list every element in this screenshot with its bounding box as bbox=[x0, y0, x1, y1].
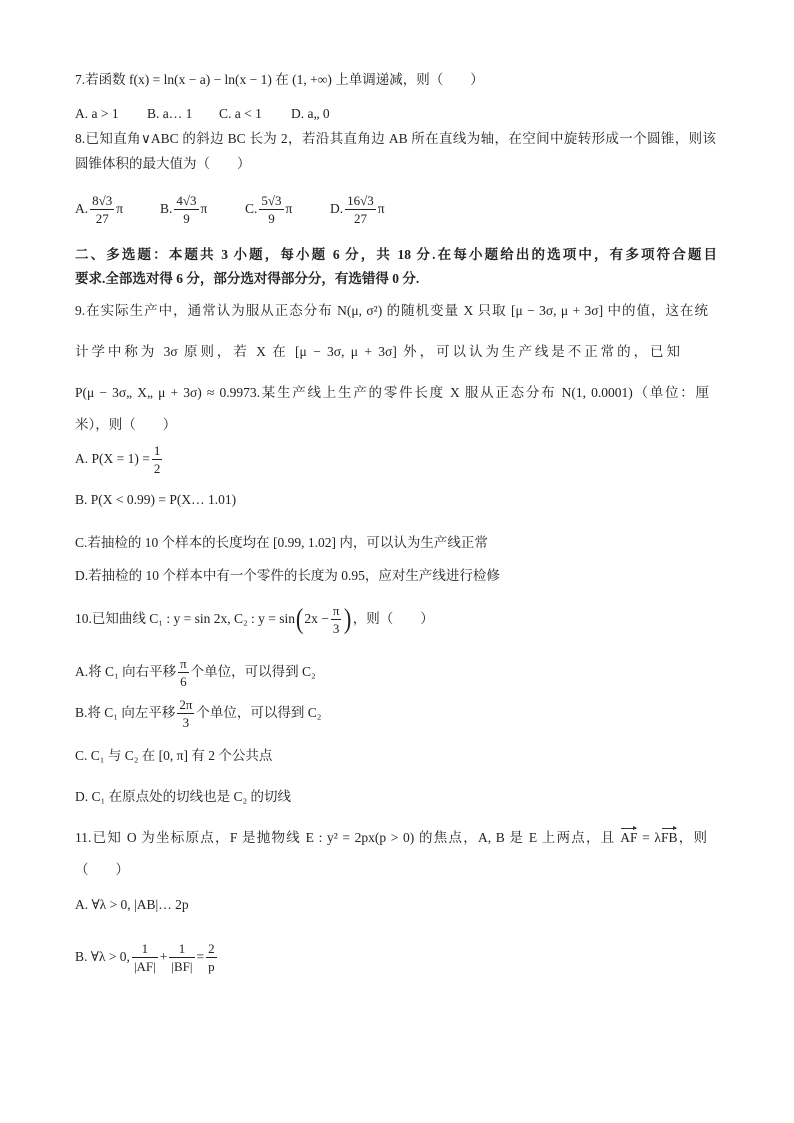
option-label: C. bbox=[245, 201, 258, 216]
numerator: 4√3 bbox=[174, 193, 198, 211]
denominator: 6 bbox=[180, 674, 187, 690]
denominator: |AF| bbox=[133, 959, 156, 975]
option-label: B. bbox=[160, 201, 173, 216]
section-2-heading-line-2: 要求.全部选对得 6 分，部分选对得部分分，有选错得 0 分. bbox=[75, 271, 420, 286]
denominator: 3 bbox=[182, 715, 190, 731]
stem-equals: = λ bbox=[637, 830, 661, 845]
question-9-stem-line-2: 计学中称为 3σ 原则，若 X 在 [μ − 3σ, μ + 3σ] 外，可以认为生产线是不正常的，已知 bbox=[75, 344, 680, 359]
question-9-stem-line-1: 9.在实际生产中，通常认为服从正态分布 N(μ, σ²) 的随机变量 X 只取 [μ − 3σ, μ + 3σ] 中的值，这在统 bbox=[75, 303, 708, 318]
vector-af: AF bbox=[620, 830, 638, 845]
denominator: 9 bbox=[183, 211, 190, 227]
question-9-option-a bbox=[75, 439, 164, 479]
question-10-option-a bbox=[75, 652, 316, 692]
fraction bbox=[174, 193, 198, 227]
pi-symbol: π bbox=[200, 201, 208, 216]
question-8-stem-line-1: 8.已知直角∨ABC 的斜边 BC 长为 2，若沿其直角边 AB 所在直线为轴，在空间中旋转形成一个圆锥，则该 bbox=[75, 131, 716, 146]
denominator: 27 bbox=[95, 211, 109, 227]
question-7-stem: 7.若函数 f(x) = ln(x − a) − ln(x − 1) 在 (1, +∞) 上单调递减，则（ ） bbox=[75, 72, 484, 87]
numerator: 1 bbox=[132, 941, 158, 959]
question-7-options bbox=[75, 104, 363, 124]
question-8-option-c bbox=[245, 189, 330, 229]
stem-lead: 10.已知曲线 C₁ : y = sin 2x, C₂ : y = sin bbox=[75, 611, 296, 626]
pi-symbol: π bbox=[285, 201, 293, 216]
fraction bbox=[152, 443, 163, 477]
numerator: 5√3 bbox=[259, 193, 283, 211]
numerator: 8√3 bbox=[90, 193, 114, 211]
question-11-option-a: A. ∀λ > 0, |AB|… 2p bbox=[75, 897, 189, 912]
question-10-stem bbox=[75, 599, 434, 639]
question-11-option-b bbox=[75, 937, 219, 977]
section-2-heading-line-1: 二、多选题：本题共 3 小题，每小题 6 分，共 18 分.在每小题给出的选项中，有多项符合题目 bbox=[75, 247, 717, 262]
option-label: D. bbox=[330, 201, 344, 216]
numerator: 2 bbox=[206, 941, 217, 959]
question-7-option-c: C. a < 1 bbox=[219, 106, 262, 121]
option-pre: B.将 C₁ 向左平移 bbox=[75, 705, 176, 720]
close-paren: ) bbox=[344, 603, 352, 635]
question-8-stem-line-2: 圆锥体积的最大值为（ ） bbox=[75, 156, 251, 171]
fraction bbox=[169, 941, 194, 975]
question-7-option-b: B. a… 1 bbox=[147, 106, 193, 121]
fraction bbox=[178, 656, 189, 690]
plus-sign: + bbox=[159, 949, 168, 964]
question-11-stem-line-1 bbox=[75, 828, 707, 848]
numerator: 2π bbox=[177, 697, 194, 715]
open-paren: ( bbox=[295, 603, 304, 635]
question-10-option-b bbox=[75, 693, 322, 733]
fraction bbox=[132, 941, 158, 975]
stem-lead: 11.已知 O 为坐标原点，F 是抛物线 E : y² = 2px(p > 0) 的焦点，A, B 是 E 上两点，且 bbox=[75, 830, 621, 845]
stem-tail: ，则（ ） bbox=[352, 611, 434, 626]
question-8-options bbox=[75, 189, 415, 229]
fraction bbox=[345, 193, 376, 227]
option-post: 个单位，可以得到 C₂ bbox=[196, 705, 322, 720]
numerator: π bbox=[178, 656, 189, 674]
question-9-option-b: B. P(X < 0.99) = P(X… 1.01) bbox=[75, 492, 237, 507]
equals-sign: = bbox=[196, 949, 205, 964]
fraction bbox=[206, 941, 217, 975]
option-pre: B. ∀λ > 0, bbox=[75, 949, 130, 964]
numerator: 1 bbox=[169, 941, 194, 959]
denominator: |BF| bbox=[171, 959, 193, 975]
fraction bbox=[90, 193, 114, 227]
denominator: 9 bbox=[268, 211, 275, 227]
denominator: p bbox=[208, 959, 215, 975]
question-8-option-d bbox=[330, 189, 415, 229]
stem-tail: ，则 bbox=[677, 830, 707, 845]
stem-expression: 2x − bbox=[304, 611, 329, 626]
pi-symbol: π bbox=[116, 201, 124, 216]
question-10-option-d: D. C₁ 在原点处的切线也是 C₂ 的切线 bbox=[75, 789, 292, 804]
option-pre: A.将 C₁ 向右平移 bbox=[75, 664, 177, 679]
question-11-stem-line-2: （ ） bbox=[75, 862, 129, 877]
question-9-option-c: C.若抽检的 10 个样本的长度均在 [0.99, 1.02] 内，可以认为生产线正常 bbox=[75, 535, 488, 550]
vector-fb: FB bbox=[660, 830, 678, 845]
fraction bbox=[177, 697, 194, 731]
numerator: 16√3 bbox=[345, 193, 376, 211]
question-9-option-d: D.若抽检的 10 个样本中有一个零件的长度为 0.95，应对生产线进行检修 bbox=[75, 568, 500, 583]
option-label: A. bbox=[75, 201, 89, 216]
option-post: 个单位，可以得到 C₂ bbox=[190, 664, 316, 679]
question-9-stem-line-3: P(μ − 3σ„ X„ μ + 3σ) ≈ 0.9973.某生产线上生产的零件长度 X 服从正态分布 N(1, 0.0001)（单位：厘 bbox=[75, 385, 709, 400]
numerator: π bbox=[331, 603, 342, 621]
question-10-option-c: C. C₁ 与 C₂ 在 [0, π] 有 2 个公共点 bbox=[75, 748, 273, 763]
question-8-option-b bbox=[160, 189, 245, 229]
fraction bbox=[259, 193, 283, 227]
denominator: 3 bbox=[332, 621, 340, 637]
question-8-option-a bbox=[75, 189, 160, 229]
question-9-stem-line-4: 米），则（ ） bbox=[75, 417, 177, 432]
denominator: 27 bbox=[353, 211, 367, 227]
numerator: 1 bbox=[152, 443, 163, 461]
option-text: A. P(X = 1) = bbox=[75, 451, 150, 466]
pi-symbol: π bbox=[377, 201, 385, 216]
question-7-option-a: A. a > 1 bbox=[75, 106, 119, 121]
question-7-option-d: D. a„ 0 bbox=[291, 106, 330, 121]
denominator: 2 bbox=[153, 461, 161, 477]
fraction bbox=[331, 603, 342, 637]
